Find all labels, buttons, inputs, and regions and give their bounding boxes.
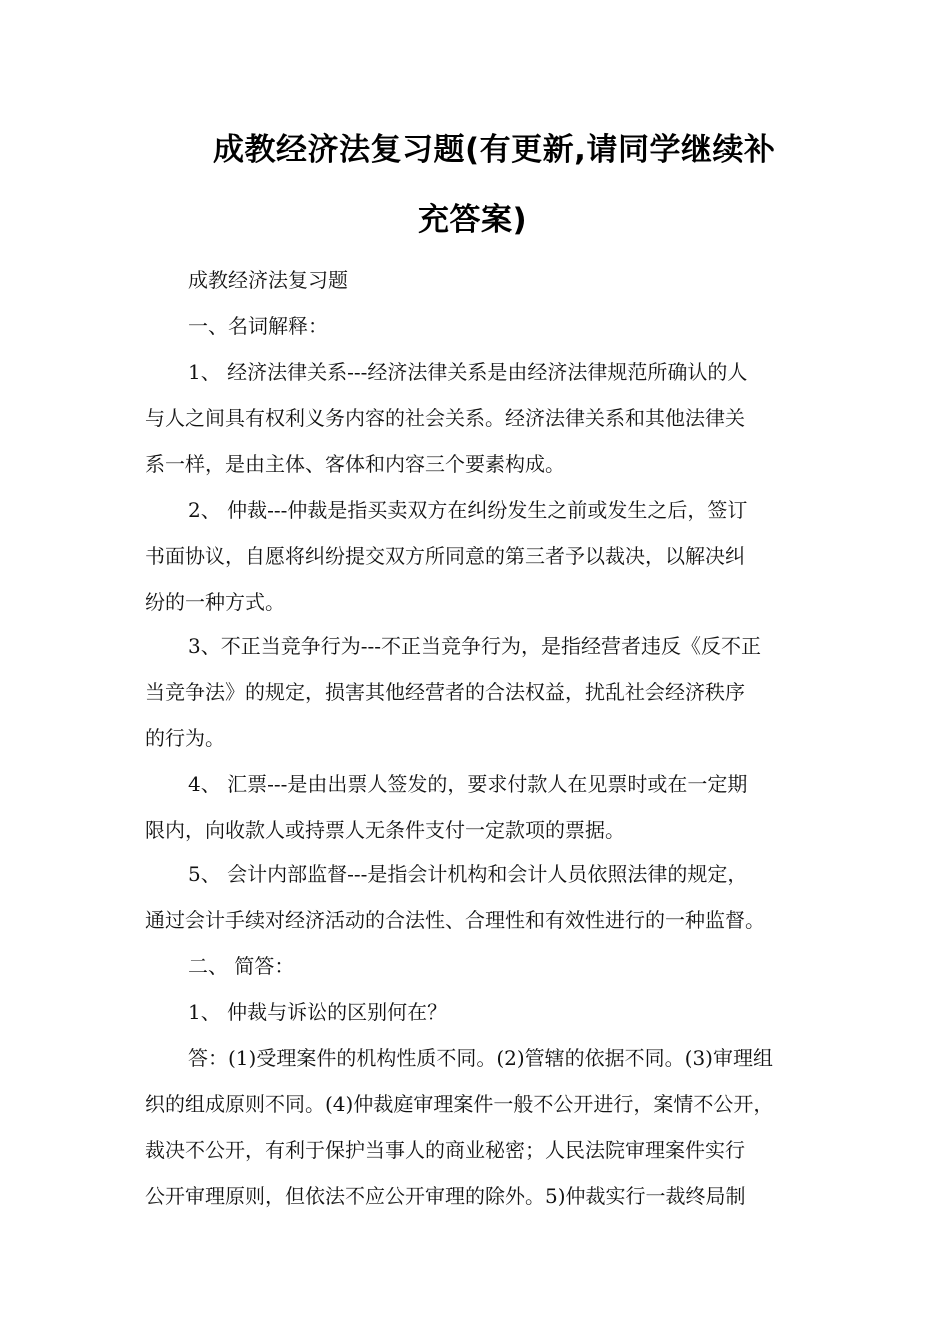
answer-line: 织的组成原则不同。(4)仲裁庭审理案件一般不公开进行，案情不公开， bbox=[145, 1092, 774, 1116]
paragraph-line: 的行为。 bbox=[145, 726, 225, 750]
answer-line: 公开审理原则，但依法不应公开审理的除外。5)仲裁实行一裁终局制 bbox=[145, 1184, 746, 1208]
answer-line: 答：(1)受理案件的机构性质不同。(2)管辖的依据不同。(3)审理组 bbox=[188, 1046, 773, 1070]
paragraph-line: 限内，向收款人或持票人无条件支付一定款项的票据。 bbox=[145, 818, 625, 842]
paragraph-line: 4、 汇票---是由出票人签发的，要求付款人在见票时或在一定期 bbox=[188, 772, 748, 796]
section-heading: 二、 简答： bbox=[188, 954, 295, 978]
paragraph-line: 2、 仲裁---仲裁是指买卖双方在纠纷发生之前或发生之后，签订 bbox=[188, 498, 748, 522]
paragraph-line: 5、 会计内部监督---是指会计机构和会计人员依照法律的规定， bbox=[188, 862, 748, 886]
paragraph-line: 当竞争法》的规定，损害其他经营者的合法权益，扰乱社会经济秩序 bbox=[145, 680, 745, 704]
paragraph-line: 1、 经济法律关系---经济法律关系是由经济法律规范所确认的人 bbox=[188, 360, 748, 384]
paragraph-line: 与人之间具有权利义务内容的社会关系。经济法律关系和其他法律关 bbox=[145, 406, 745, 430]
section-heading: 一、名词解释： bbox=[188, 314, 328, 338]
paragraph-line: 书面协议，自愿将纠纷提交双方所同意的第三者予以裁决，以解决纠 bbox=[145, 544, 745, 568]
document-title-line-1: 成教经济法复习题(有更新,请同学继续补 bbox=[213, 132, 776, 168]
paragraph-line: 纷的一种方式。 bbox=[145, 590, 285, 614]
paragraph-line: 通过会计手续对经济活动的合法性、合理性和有效性进行的一种监督。 bbox=[145, 908, 765, 932]
paragraph-line: 系一样，是由主体、客体和内容三个要素构成。 bbox=[145, 452, 565, 476]
section-heading: 成教经济法复习题 bbox=[188, 268, 348, 292]
paragraph-line: 3、不正当竞争行为---不正当竞争行为，是指经营者违反《反不正 bbox=[188, 634, 761, 658]
document-title-line-2: 充答案) bbox=[418, 202, 528, 238]
answer-line: 裁决不公开，有利于保护当事人的商业秘密；人民法院审理案件实行 bbox=[145, 1138, 745, 1162]
question-line: 1、 仲裁与诉讼的区别何在？ bbox=[188, 1000, 448, 1024]
